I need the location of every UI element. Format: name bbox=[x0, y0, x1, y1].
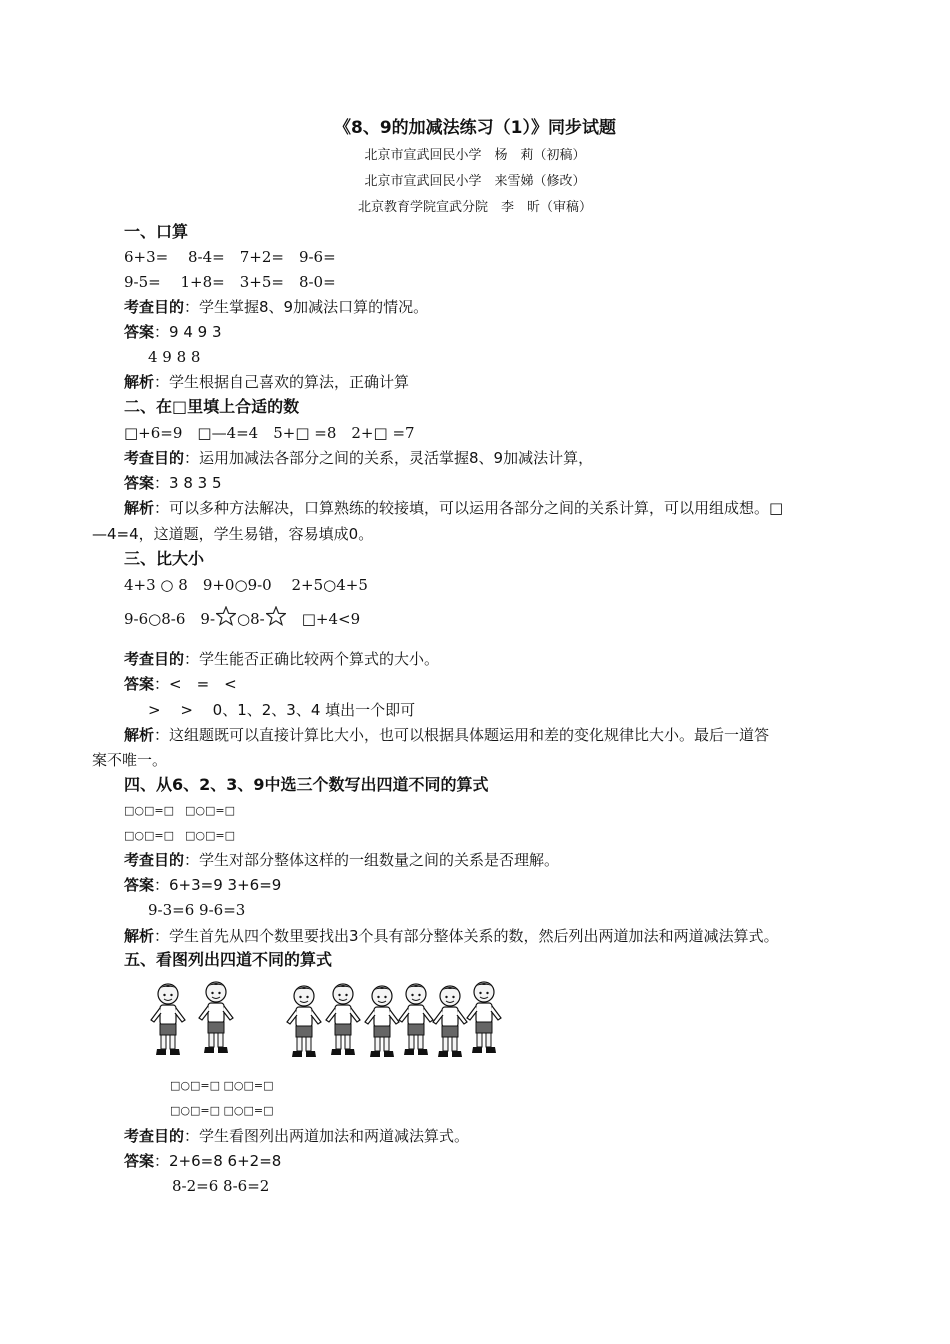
s3-row2-part-b: ○8- bbox=[237, 610, 265, 628]
answer-text: ：3 8 3 5 bbox=[154, 474, 222, 492]
s1-exercise-row-1: 6+3= 8-4= 7+2= 9-6= bbox=[124, 248, 336, 266]
s2-answer bbox=[124, 473, 222, 493]
goal-label: 考查目的 bbox=[124, 449, 185, 467]
answer-label: 答案 bbox=[124, 1152, 155, 1170]
s3-answer bbox=[124, 674, 237, 694]
page-title: 《8、9的加减法练习（1）》同步试题 bbox=[334, 118, 616, 138]
s5-answer bbox=[124, 1151, 281, 1171]
analysis-label: 解析 bbox=[124, 927, 155, 945]
author-line-1: 北京市宣武回民小学 杨 莉（初稿） bbox=[364, 148, 586, 163]
s4-goal bbox=[124, 850, 559, 870]
goal-text: ：学生对部分整体这样的一组数量之间的关系是否理解。 bbox=[184, 851, 560, 869]
s1-answer bbox=[124, 322, 222, 342]
s1-analysis bbox=[124, 372, 409, 392]
s5-answer-line-2: 8-2=6 8-6=2 bbox=[172, 1177, 270, 1195]
section-4-heading: 四、从6、2、3、9中选三个数写出四道不同的算式 bbox=[124, 775, 489, 794]
goal-text: ：学生看图列出两道加法和两道减法算式。 bbox=[184, 1127, 470, 1145]
s4-analysis bbox=[124, 926, 779, 946]
s2-exercise-row-1: □+6=9 □—4=4 5+□ =8 2+□ =7 bbox=[124, 424, 415, 442]
s3-analysis bbox=[124, 725, 769, 745]
s5-blank-row-1: □○□=□ □○□=□ bbox=[170, 1079, 274, 1092]
s3-answer-line-2: > > 0、1、2、3、4 填出一个即可 bbox=[148, 701, 416, 719]
child-figure bbox=[326, 984, 360, 1055]
goal-label: 考查目的 bbox=[124, 298, 185, 316]
analysis-label: 解析 bbox=[124, 499, 155, 517]
answer-label: 答案 bbox=[124, 323, 155, 341]
s3-row2-part-c: □+4<9 bbox=[286, 610, 361, 628]
s1-goal bbox=[124, 297, 428, 317]
analysis-label: 解析 bbox=[124, 373, 155, 391]
s1-exercise-row-2: 9-5= 1+8= 3+5= 8-0= bbox=[124, 273, 336, 291]
child-figure bbox=[287, 986, 321, 1057]
s4-answer-line-2: 9-3=6 9-6=3 bbox=[148, 901, 246, 919]
s3-row2-part-a: 9-6○8-6 9- bbox=[124, 610, 216, 628]
s3-exercise-row-2 bbox=[124, 606, 360, 629]
child-figure bbox=[433, 986, 467, 1057]
author-line-3: 北京教育学院宣武分院 李 昕（审稿） bbox=[357, 200, 592, 215]
s5-goal bbox=[124, 1126, 469, 1146]
s3-goal bbox=[124, 649, 439, 669]
section-2-heading: 二、在□里填上合适的数 bbox=[124, 397, 300, 416]
child-figure bbox=[399, 984, 433, 1055]
child-figure bbox=[365, 986, 399, 1057]
analysis-text: ：可以多种方法解决，口算熟练的较接填，可以运用各部分之间的关系计算，可以用组成想。□ bbox=[154, 499, 784, 517]
section-1-heading: 一、口算 bbox=[124, 222, 189, 241]
s3-exercise-row-1: 4+3 ○ 8 9+0○9-0 2+5○4+5 bbox=[124, 576, 368, 594]
s5-blank-row-2: □○□=□ □○□=□ bbox=[170, 1104, 274, 1117]
analysis-text: ：学生根据自己喜欢的算法，正确计算 bbox=[154, 373, 410, 391]
analysis-label: 解析 bbox=[124, 726, 155, 744]
goal-label: 考查目的 bbox=[124, 650, 185, 668]
goal-text: ：运用加减法各部分之间的关系，灵活掌握8、9加减法计算， bbox=[184, 449, 594, 467]
answer-label: 答案 bbox=[124, 675, 155, 693]
star-icon bbox=[266, 606, 286, 626]
analysis-text: ：这组题既可以直接计算比大小，也可以根据具体题运用和差的变化规律比大小。最后一道答 bbox=[154, 726, 770, 744]
goal-label: 考查目的 bbox=[124, 851, 185, 869]
children-illustration bbox=[148, 978, 508, 1060]
answer-text: ：6+3=9 3+6=9 bbox=[154, 876, 282, 894]
section-3-heading: 三、比大小 bbox=[124, 549, 205, 568]
s1-answer-line-2: 4 9 8 8 bbox=[148, 348, 201, 366]
star-icon bbox=[216, 606, 236, 626]
goal-label: 考查目的 bbox=[124, 1127, 185, 1145]
s4-blank-row-2: □○□=□ □○□=□ bbox=[124, 829, 235, 842]
child-figure bbox=[467, 982, 501, 1053]
s2-analysis bbox=[124, 498, 783, 518]
child-figure bbox=[199, 982, 233, 1053]
s4-answer bbox=[124, 875, 281, 895]
s4-blank-row-1: □○□=□ □○□=□ bbox=[124, 804, 235, 817]
s2-goal bbox=[124, 448, 593, 468]
s3-analysis-line-2: 案不唯一。 bbox=[92, 751, 168, 769]
s2-analysis-line-2: —4=4，这道题，学生易错，容易填成0。 bbox=[92, 525, 374, 543]
analysis-text: ：学生首先从四个数里要找出3个具有部分整体关系的数，然后列出两道加法和两道减法算式。 bbox=[154, 927, 779, 945]
answer-text: ：< = < bbox=[154, 675, 237, 693]
goal-text: ：学生能否正确比较两个算式的大小。 bbox=[184, 650, 440, 668]
author-line-2: 北京市宣武回民小学 来雪娣（修改） bbox=[364, 174, 586, 189]
answer-text: ：2+6=8 6+2=8 bbox=[154, 1152, 282, 1170]
answer-label: 答案 bbox=[124, 876, 155, 894]
answer-text: ：9 4 9 3 bbox=[154, 323, 222, 341]
child-figure bbox=[151, 984, 185, 1055]
section-5-heading: 五、看图列出四道不同的算式 bbox=[124, 950, 333, 969]
answer-label: 答案 bbox=[124, 474, 155, 492]
goal-text: ：学生掌握8、9加减法口算的情况。 bbox=[184, 298, 429, 316]
